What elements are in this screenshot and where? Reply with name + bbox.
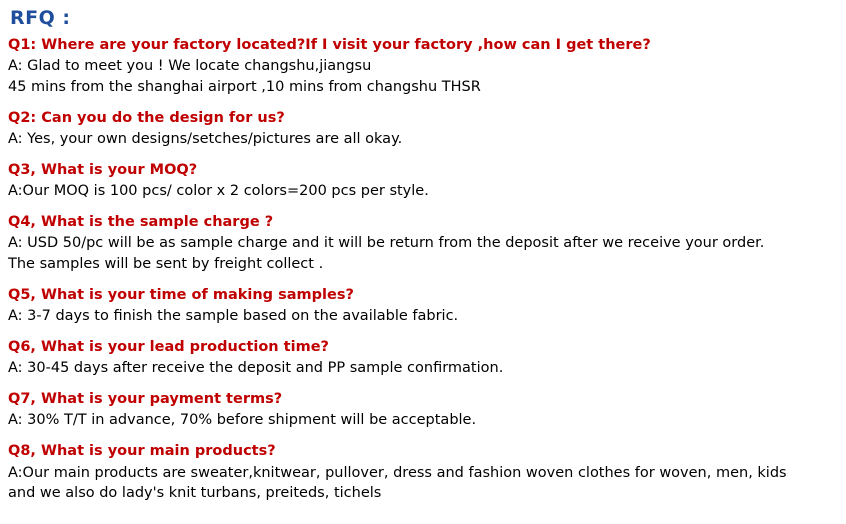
answer-line: A: 30-45 days after receive the deposit and PP sample confirmation. <box>8 360 504 377</box>
question-text: Q1: Where are your factory located?If I visit your factory ,how can I get there? <box>8 36 651 53</box>
qa-block-3 <box>8 161 838 202</box>
page-title: RFQ : <box>10 7 71 29</box>
answer-line: 45 mins from the shanghai airport ,10 mins from changshu THSR <box>8 79 481 96</box>
answer-line: A: USD 50/pc will be as sample charge and it will be return from the deposit after we receive your order. <box>8 235 765 252</box>
qa-block-6 <box>8 338 838 379</box>
answer-text <box>8 56 838 97</box>
question-text: Q7, What is your payment terms? <box>8 390 283 407</box>
answer-line: A: 30% T/T in advance, 70% before shipment will be acceptable. <box>8 412 477 429</box>
qa-block-7 <box>8 390 838 431</box>
question-text: Q3, What is your MOQ? <box>8 161 198 178</box>
answer-text <box>8 410 838 431</box>
question-text: Q2: Can you do the design for us? <box>8 109 285 126</box>
answer-text <box>8 306 838 327</box>
question-text: Q4, What is the sample charge ? <box>8 213 274 230</box>
question-text: Q8, What is your main products? <box>8 443 276 460</box>
answer-line: A:Our MOQ is 100 pcs/ color x 2 colors=200 pcs per style. <box>8 183 429 200</box>
answer-text <box>8 463 838 504</box>
answer-text <box>8 181 838 202</box>
question-text: Q6, What is your lead production time? <box>8 338 329 355</box>
qa-block-5 <box>8 286 838 327</box>
answer-line: The samples will be sent by freight collect . <box>8 256 324 273</box>
answer-line: A: 3-7 days to finish the sample based on the available fabric. <box>8 308 459 325</box>
answer-text <box>8 129 838 150</box>
answer-line: A: Glad to meet you ! We locate changshu,jiangsu <box>8 58 372 75</box>
qa-block-8 <box>8 442 838 504</box>
answer-text <box>8 233 838 274</box>
answer-line: A:Our main products are sweater,knitwear, pullover, dress and fashion woven clothes for woven, men, kids <box>8 464 787 481</box>
answer-line: and we also do lady's knit turbans, preiteds, tichels <box>8 485 382 502</box>
qa-block-2 <box>8 109 838 150</box>
question-text: Q5, What is your time of making samples? <box>8 286 354 303</box>
qa-block-1 <box>8 36 838 98</box>
qa-block-4 <box>8 213 838 275</box>
answer-text <box>8 358 838 379</box>
answer-line: A: Yes, your own designs/setches/pictures are all okay. <box>8 131 403 148</box>
